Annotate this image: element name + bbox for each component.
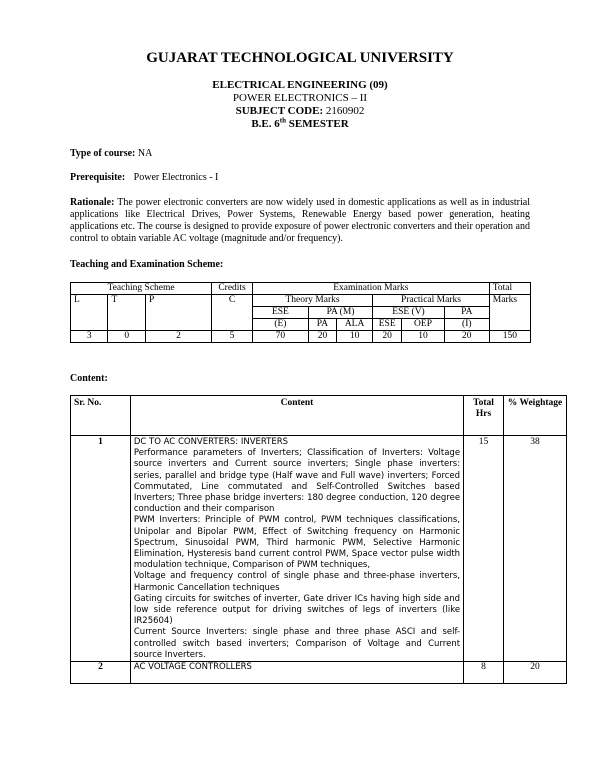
- semester-sup: th: [279, 116, 286, 125]
- row-body5: Current Source Inverters: single phase and three phase ASCI and self-controlled switch based inverters; Comparison of Voltage and Current source Inverters.: [133, 627, 461, 660]
- semester-suffix: SEMESTER: [286, 118, 349, 130]
- scheme-values-row: [71, 331, 531, 343]
- val-l: 3: [71, 331, 108, 343]
- val-ese: 70: [252, 331, 308, 343]
- th-total: Total: [489, 283, 530, 295]
- branch-title: ELECTRICAL ENGINEERING (09): [212, 79, 388, 91]
- col-content: Content: [130, 396, 463, 436]
- row-sr: 2: [71, 662, 131, 684]
- th-pa: PA: [444, 307, 489, 319]
- th-p: P: [145, 295, 211, 331]
- val-ala: 10: [337, 331, 373, 343]
- val-total: 150: [489, 331, 530, 343]
- col-hrs-line1: Total: [473, 398, 494, 408]
- subject-code-line: [0, 105, 600, 118]
- content-title: Content:: [70, 373, 108, 384]
- th-pam: PA (M): [308, 307, 372, 319]
- th-pa2: PA: [308, 319, 336, 331]
- th-exam-marks: Examination Marks: [252, 283, 489, 295]
- subject-code-label: SUBJECT CODE:: [235, 105, 324, 117]
- col-weight: % Weightage: [504, 396, 567, 436]
- th-marks: Marks: [489, 295, 530, 331]
- th-l: L: [71, 295, 108, 331]
- th-oep: OEP: [402, 319, 445, 331]
- th-e: (E): [252, 319, 308, 331]
- rationale: [70, 197, 530, 245]
- row-body2: PWM Inverters: Principle of PWM control, PWM techniques classifications, Unipolar and Bipolar PWM, Effect of Switching frequency on Harmonic Spectrum, Sinusoidal PWM, Third harmonic PWM, Selective Harmonic Elimination, Hysteresis band current control PWM, Space vector pulse width modulation technique, Comparison of PWM techniques,: [133, 515, 461, 571]
- row-hrs: 8: [464, 662, 504, 684]
- semester-prefix: B.E. 6: [251, 118, 280, 130]
- val-c: 5: [212, 331, 253, 343]
- th-credits: Credits: [212, 283, 253, 295]
- th-theory: Theory Marks: [252, 295, 372, 307]
- th-c: C: [212, 295, 253, 331]
- th-ese2: ESE: [373, 319, 402, 331]
- type-of-course: [70, 148, 152, 159]
- row-content: [130, 436, 463, 662]
- university-title: GUJARAT TECHNOLOGICAL UNIVERSITY: [146, 50, 454, 66]
- row-body: Performance parameters of Inverters; Classification of Inverters: Voltage source inverters and Current source inverters; Single phase inverters: series, parallel and bridge type (Half wave and Full wave) inverters; Forced Commutated, Line commutated and Self-Controlled Switches based Inverters; Three phase bridge inverters: 180 degree conduction, 120 degree conduction and their comparison: [133, 448, 461, 515]
- table-row: [71, 436, 567, 662]
- row-body3: Voltage and frequency control of single phase and three-phase inverters, Harmonic Cancellation techniques: [133, 571, 461, 593]
- th-practical: Practical Marks: [373, 295, 490, 307]
- row-heading: DC TO AC CONVERTERS: INVERTERS: [133, 437, 289, 447]
- scheme-title: Teaching and Examination Scheme:: [70, 259, 224, 270]
- prereq-value: Power Electronics - I: [133, 172, 219, 183]
- prereq-label: Prerequisite:: [70, 172, 126, 183]
- row-heading: AC VOLTAGE CONTROLLERS: [130, 662, 463, 684]
- scheme-table: [70, 282, 531, 343]
- type-value: NA: [137, 148, 153, 159]
- type-label: Type of course:: [70, 148, 136, 159]
- th-ese: ESE: [252, 307, 308, 319]
- row-sr: 1: [71, 436, 131, 662]
- th-i: (I): [444, 319, 489, 331]
- th-teaching-scheme: Teaching Scheme: [71, 283, 212, 295]
- val-pa-i: 20: [444, 331, 489, 343]
- val-p: 2: [145, 331, 211, 343]
- subject-name: POWER ELECTRONICS – II: [232, 92, 368, 104]
- val-pa: 20: [308, 331, 336, 343]
- table-row: [71, 662, 567, 684]
- col-sr: Sr. No.: [71, 396, 131, 436]
- th-ala: ALA: [337, 319, 373, 331]
- row-body4: Gating circuits for switches of inverter, Gate driver ICs having high side and low side reference output for driving switches of legs of inverters (like IR25604): [133, 593, 461, 627]
- val-t: 0: [108, 331, 145, 343]
- rationale-label: Rationale:: [70, 197, 115, 208]
- prerequisite: [70, 172, 218, 183]
- rationale-text: The power electronic converters are now widely used in domestic applications as well as in industrial applications like Electrical Drives, Power Systems, Renewable Energy based power generation, heating applications etc. The course is designed to provide exposure of power electronic converters and their operation and control to obtain variable AC voltage (magnitude and/or frequency).: [70, 197, 530, 244]
- row-hrs: 15: [464, 436, 504, 662]
- content-table: [70, 395, 567, 684]
- col-hrs: [464, 396, 504, 436]
- th-t: T: [108, 295, 145, 331]
- subject-code: 2160902: [325, 105, 365, 117]
- val-ese-v: 20: [373, 331, 402, 343]
- row-weight: 20: [504, 662, 567, 684]
- th-esev: ESE (V): [373, 307, 445, 319]
- row-weight: 38: [504, 436, 567, 662]
- val-oep: 10: [402, 331, 445, 343]
- semester-line: [0, 118, 600, 131]
- col-hrs-line2: Hrs: [475, 409, 492, 420]
